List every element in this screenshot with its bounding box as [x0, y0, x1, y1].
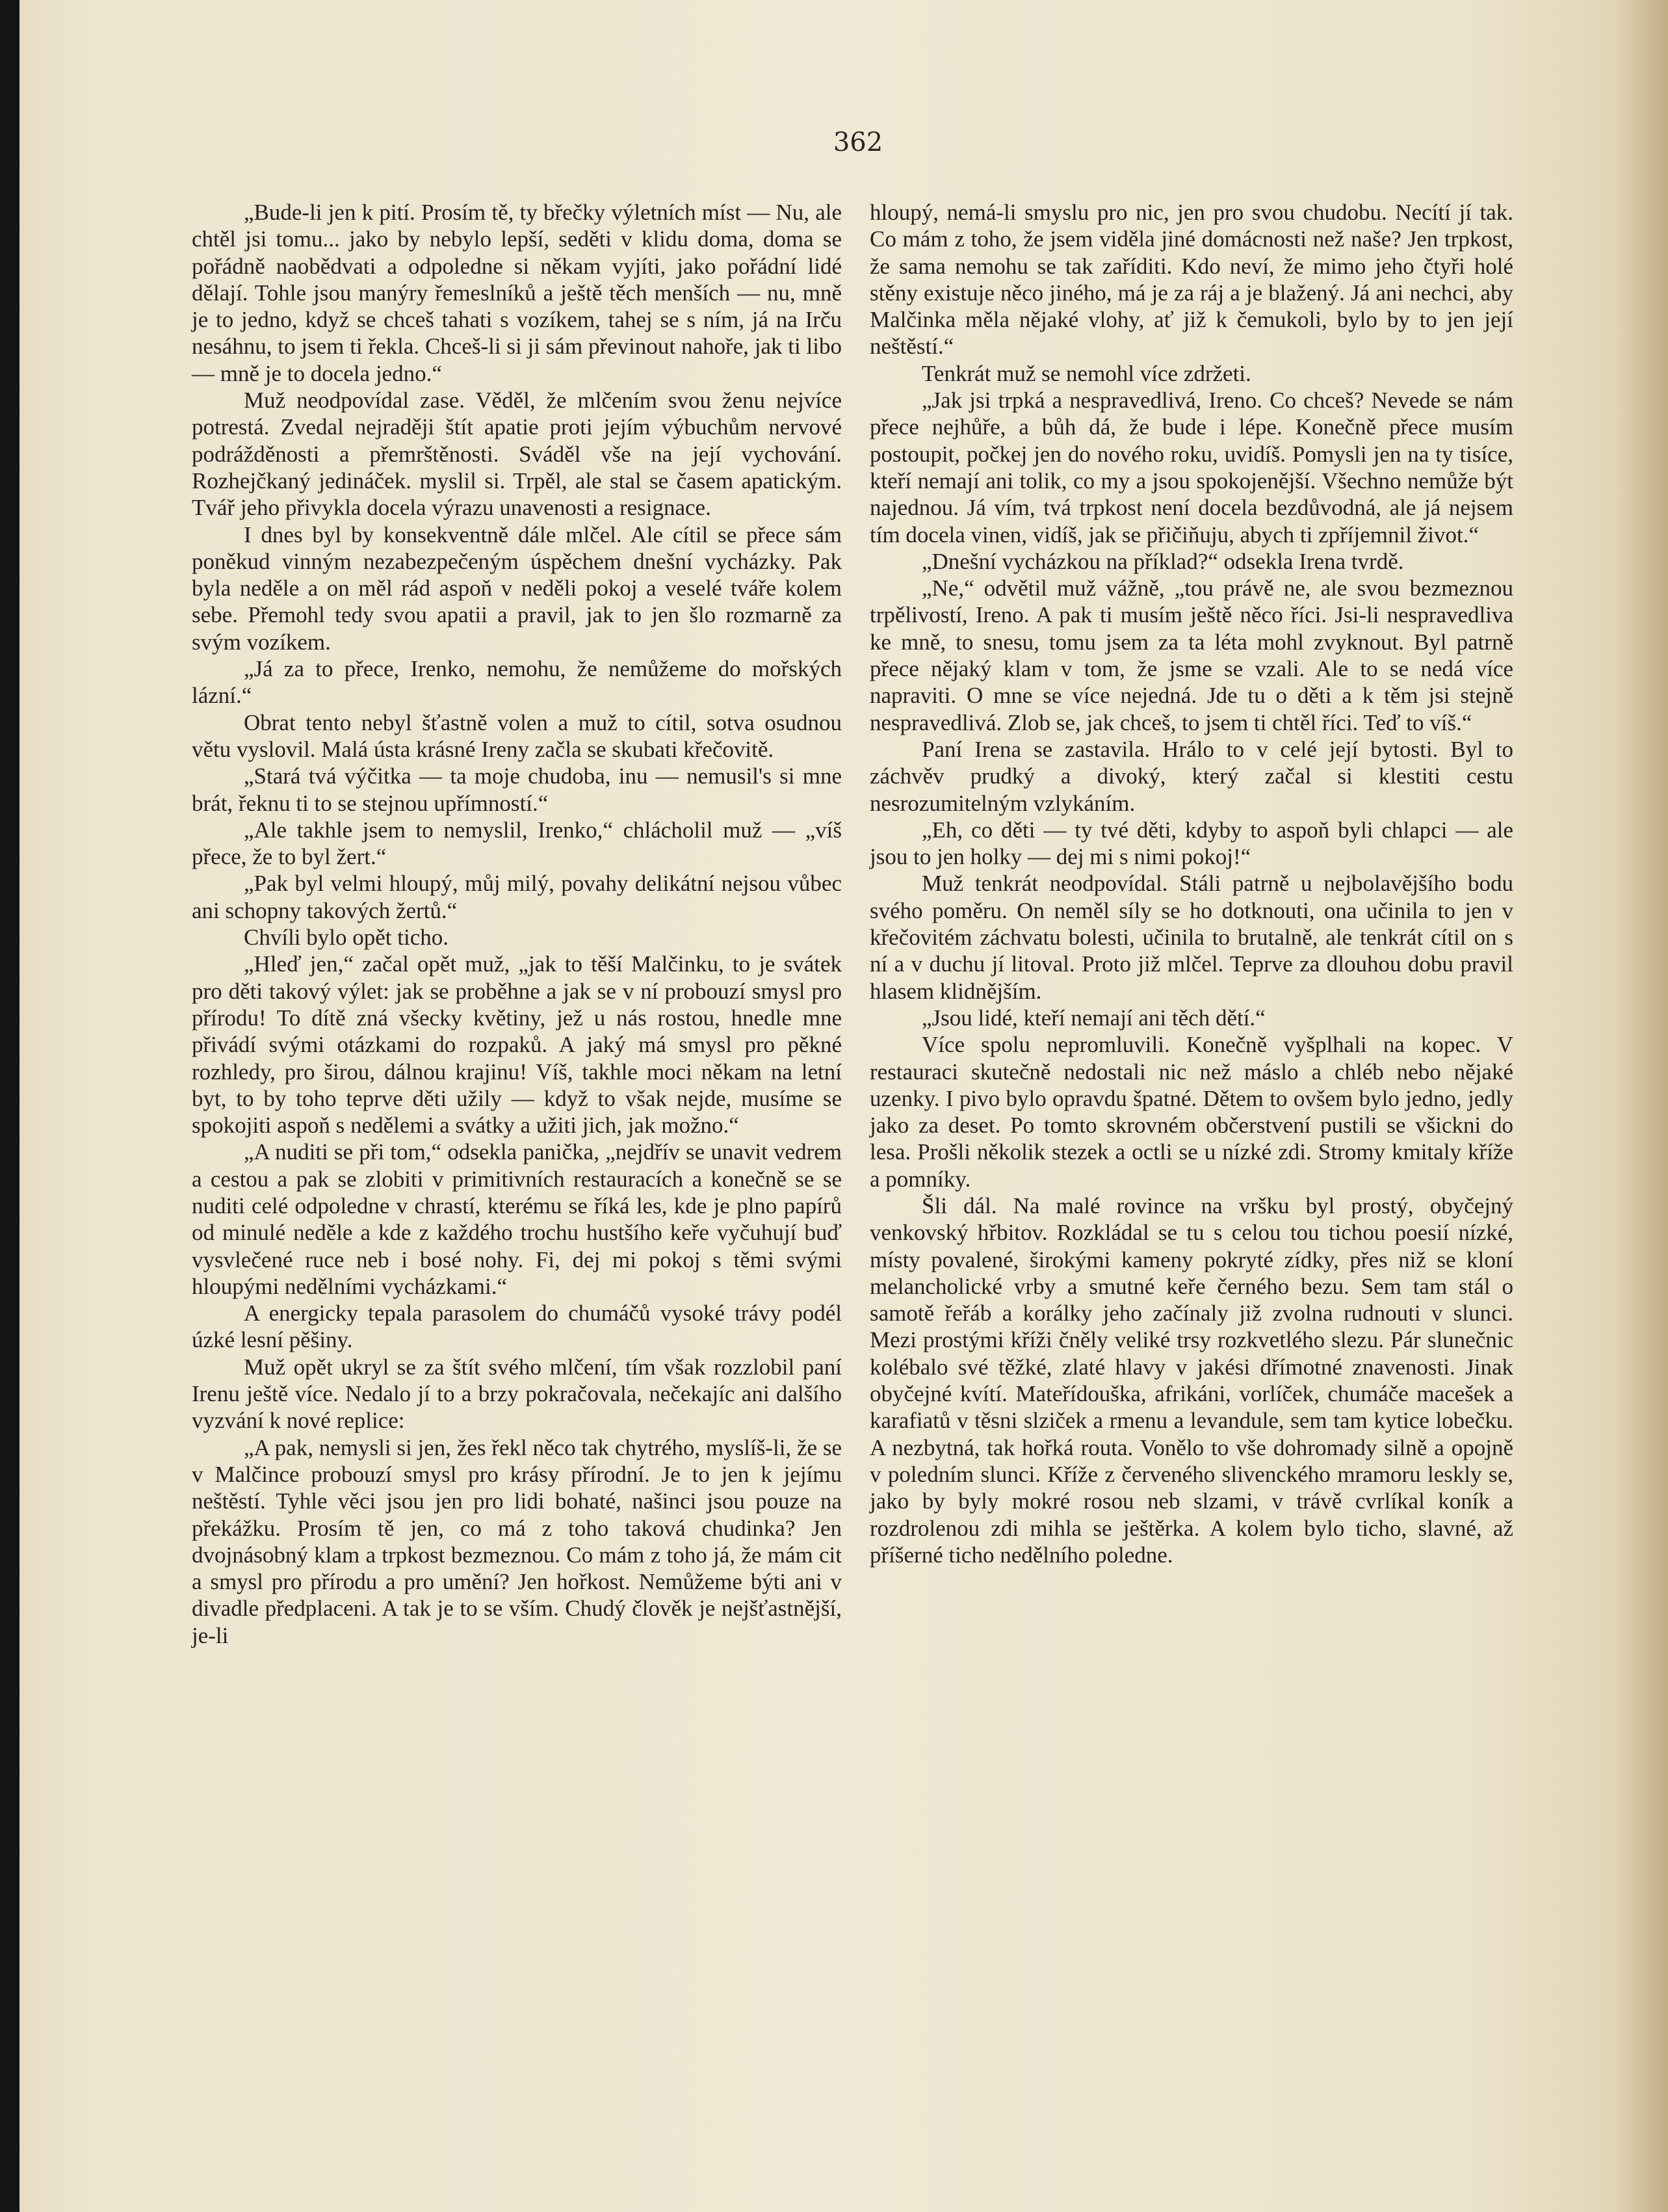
paragraph: Obrat tento nebyl šťastně volen a muž to cítil, sotva osudnou větu vyslovil. Malá ústa krásné Ireny začla se skubati křečovitě. — [192, 709, 842, 762]
page-edge-shadow — [1619, 0, 1668, 2212]
paragraph: „Eh, co děti — ty tvé děti, kdyby to aspoň byli chlapci — ale jsou to jen holky — dej mi s nimi pokoj!“ — [870, 817, 1513, 870]
paragraph: „Já za to přece, Irenko, nemohu, že nemůžeme do mořských lázní.“ — [192, 656, 842, 709]
paragraph: „Bude-li jen k pití. Prosím tě, ty břečky výletních míst — Nu, ale chtěl jsi tomu... jako by nebylo lepší, seděti v klidu doma, doma se pořádně naobědvati a odpoledne si někam vyjíti, jako pořádní lidé dělají. Tohle jsou manýry řemeslníků a ještě těch menších — nu, mně je to jedno, když se chceš tahati s vozíkem, tahej se s ním, já na Irču nesáhnu, to jsem ti řekla. Chceš-li si ji sám převinout nahoře, jak ti libo — mně je to docela jedno.“ — [192, 200, 842, 386]
page-number: 362 — [833, 127, 883, 157]
paragraph: hloupý, nemá-li smyslu pro nic, jen pro svou chudobu. Necítí jí tak. Co mám z toho, že jsem viděla jiné domácnosti než naše? Jen trpkost, že sama nemohu se tak zaříditi. Kdo neví, že mimo jeho čtyři holé stěny existuje něco jiného, má je za ráj a je blažený. Já ani nechci, aby Malčinka měla nějaké vlohy, ať již k čemukoli, bylo by to jen její neštěstí.“ — [870, 200, 1513, 360]
paragraph: „A nuditi se při tom,“ odsekla panička, „nejdřív se unavit vedrem a cestou a pak se zlobiti v primitivních restauracích a konečně se se nuditi celé odpoledne v chrastí, kterému se říká les, kde je plno papírů od minulé neděle a kde z každého trochu hustšího keře vyčuhují buď vysvlečené ruce neb i bosé nohy. Fi, dej mi pokoj s těmi svými hloupými nedělními vycházkami.“ — [192, 1139, 842, 1299]
left-column — [192, 199, 842, 1649]
paragraph: Tenkrát muž se nemohl více zdržeti. — [922, 360, 1251, 386]
paragraph: „Jsou lidé, kteří nemají ani těch dětí.“ — [922, 1005, 1266, 1031]
right-column — [870, 199, 1513, 1568]
paragraph: „Pak byl velmi hloupý, můj milý, povahy delikátní nejsou vůbec ani schopny takových žertů.“ — [192, 871, 842, 923]
paragraph: Muž neodpovídal zase. Věděl, že mlčením svou ženu nejvíce potrestá. Zvedal nejraději štít apatie proti jejím výbuchům nervové podrážděnosti a přemrštěnosti. Sváděl vše na její vychování. Rozhejčkaný jedináček. myslil si. Trpěl, ale stal se časem apatickým. Tvář jeho přivykla docela výrazu unavenosti a resignace. — [192, 388, 842, 521]
paragraph: „A pak, nemysli si jen, žes řekl něco tak chytrého, myslíš-li, že se v Malčince probouzí smysl pro krásy přírodní. Je to jen k jejímu neštěstí. Tyhle věci jsou jen pro lidi bohaté, našinci jsou pouze na překážku. Prosím tě jen, co má z toho taková chudinka? Jen dvojnásobný klam a trpkost bezmeznou. Co mám z toho já, že mám cit a smysl pro přírodu a pro umění? Jen hořkost. Nemůžeme býti ani v divadle předplaceni. A tak je to se vším. Chudý člověk je nejšťastnější, je-li — [192, 1434, 842, 1648]
paragraph: „Ale takhle jsem to nemyslil, Irenko,“ chlácholil muž — „víš přece, že to byl žert.“ — [192, 817, 842, 870]
paragraph: „Ne,“ odvětil muž vážně, „tou právě ne, ale svou bezmeznou trpělivostí, Ireno. A pak ti musím ještě něco říci. Jsi-li nespravedliva ke mně, to snesu, tomu jsem za ta léta mohl zvyknout. Byl patrně přece nějaký klam v tom, že jsme se vzali. Ale to se nedá více napraviti. O mne se více nejedná. Jde tu o děti a k těm jsi stejně nespravedlivá. Zlob se, jak chceš, to jsem ti chtěl říci. Teď to víš.“ — [870, 575, 1513, 735]
paragraph: Paní Irena se zastavila. Hrálo to v celé její bytosti. Byl to záchvěv prudký a divoký, který začal si klestiti cestu nesrozumitelným vzlykáním. — [870, 736, 1513, 816]
paragraph: I dnes byl by konsekventně dále mlčel. Ale cítil se přece sám poněkud vinným nezabezpečeným úspěchem dnešní vycházky. Pak byla neděle a on měl rád aspoň v neděli pokoj a veselé tváře kolem sebe. Přemohl tedy svou apatii a pravil, jak to jen šlo rozmarně za svým vozíkem. — [192, 521, 842, 655]
paragraph: Chvíli bylo opět ticho. — [244, 925, 449, 951]
paragraph: Více spolu nepromluvili. Konečně vyšplhali na kopec. V restauraci skutečně nedostali nic než máslo a chléb nebo nějaké uzenky. I pivo bylo opravdu špatné. Dětem to ovšem bylo jedno, jedly jako za deset. Po tomto skrovném občerstvení pustili se všickni do lesa. Prošli několik stezek a octli se u nízké zdi. Stromy kmitaly kříže a pomníky. — [870, 1032, 1513, 1192]
paragraph: A energicky tepala parasolem do chumáčů vysoké trávy podél úzké lesní pěšiny. — [192, 1300, 842, 1353]
paragraph: Šli dál. Na malé rovince na vršku byl prostý, obyčejný venkovský hřbitov. Rozkládal se tu s celou tou tichou poesií nízké, místy povalené, širokými kameny pokryté zídky, přes niž se kloní melancholické vrby a smutné keře černého bezu. Sem tam stál o samotě řeřáb a korálky jeho začínaly již zvolna rudnouti v slunci. Mezi prostými kříži čněly veliké trsy rozkvetlého slezu. Pár slunečnic kolébalo své těžké, zlaté hlavy v jakési dřímotné znavenosti. Jinak obyčejné kvítí. Mateřídouška, afrikáni, vorlíček, chumáče macešek a karafiatů v těsni slziček a rmenu a levandule, sem tam kytice lobečku. A nezbytná, tak hořká routa. Vonělo to vše dohromady silně a opojně v poledním slunci. Kříže z červeného slivenckého mramoru leskly se, jako by byly mokré rosou neb slzami, v trávě cvrlíkal koník a rozdrolenou zdi mihla se ještěrka. A kolem bylo ticho, slavné, až příšerné ticho nedělního poledne. — [870, 1192, 1513, 1568]
paragraph: Muž tenkrát neodpovídal. Stáli patrně u nejbolavějšího bodu svého poměru. On neměl síly se ho dotknouti, ona učinila to jen v křečovitém záchvatu bolesti, učinila to brutalně, ale tenkrát cítil on s ní a v duchu jí litoval. Proto již mlčel. Teprve za dlouhou dobu pravil hlasem klidnějším. — [870, 871, 1513, 1004]
paragraph: „Stará tvá výčitka — ta moje chudoba, inu — nemusil's si mne brát, řeknu ti to se stejnou upřímností.“ — [192, 763, 842, 816]
paragraph: „Dnešní vycházkou na příklad?“ odsekla Irena tvrdě. — [922, 548, 1404, 574]
paragraph: „Jak jsi trpká a nespravedlivá, Ireno. Co chceš? Nevede se nám přece nejhůře, a bůh dá, že bude i lépe. Konečně přece musím postoupit, počkej jen do nového roku, uvidíš. Pomysli jen na ty tisíce, kteří nemají ani tolik, co my a jsou spokojenější. Všechno nemůže být najednou. Já vím, tvá trpkost není docela bezdůvodná, ale já nejsem tím docela vinen, vidíš, jak se přičiňuju, abych ti zpříjemnil život.“ — [870, 388, 1513, 547]
paragraph: Muž opět ukryl se za štít svého mlčení, tím však rozzlobil paní Irenu ještě více. Nedalo jí to a brzy pokračovala, nečekajíc ani dalšího vyzvání k nové replice: — [192, 1354, 842, 1434]
paragraph: „Hleď jen,“ začal opět muž, „jak to těší Malčinku, to je svátek pro děti takový výlet: jak se proběhne a jak se v ní probouzí smysl pro přírodu! To dítě zná všecky květiny, jež u nás rostou, hnedle mne přivádí svými otázkami do rozpaků. A jaký má smysl pro pěkné rozhledy, pro širou, dálnou krajinu! Víš, takhle moci někam na letní byt, to by toho teprve děti užily — když to však nejde, musíme se spokojiti aspoň s nedělemi a svátky a užiti jich, jak možno.“ — [192, 951, 842, 1139]
